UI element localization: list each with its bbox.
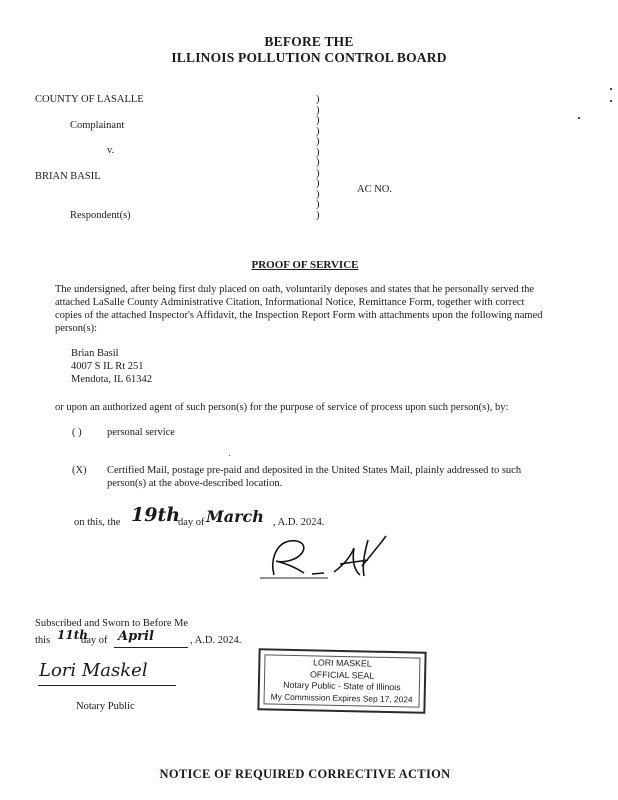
date-suffix: , A.D. 2024. <box>273 517 325 528</box>
scan-speck <box>610 88 612 90</box>
versus: v. <box>107 145 115 156</box>
caption-parentheses: ) ) ) ) ) ) ) ) ) ) ) ) <box>316 94 320 221</box>
seal-official: OFFICIAL SEAL <box>309 668 375 681</box>
board-header-line2: ILLINOIS POLLUTION CONTROL BOARD <box>171 50 447 65</box>
address-city: Mendota, IL 61342 <box>71 374 152 385</box>
subscribed-sworn-line: Subscribed and Sworn to Before Me <box>35 618 189 629</box>
address-street: 4007 S IL Rt 251 <box>71 361 144 372</box>
proof-paragraph-line1: The undersigned, after being first duly placed on oath, voluntarily deposes and states that he personally served the <box>55 284 535 295</box>
notary-public-label: Notary Public <box>76 701 135 712</box>
scan-speck <box>610 100 612 102</box>
seal-expiry: My Commission Expires Sep 17, 2024 <box>270 691 413 704</box>
proof-paragraph-line3: copies of the attached Inspector's Affidavit, the Inspection Report Form with attachments upon the following named <box>55 310 543 321</box>
server-signature <box>250 526 400 586</box>
certified-mail-label-line1: Certified Mail, postage pre-paid and deposited in the United States Mail, plainly addressed to such <box>107 465 522 476</box>
notary-seal-stamp <box>257 648 426 714</box>
date-dayof: day of <box>178 517 205 528</box>
date-prefix: on this, the <box>74 517 121 528</box>
date-day-handwritten: 19th <box>131 504 181 526</box>
notary-signature-line <box>38 685 176 686</box>
complainant-role: Complainant <box>70 120 125 131</box>
notary-signature: Lori Maskel <box>39 660 148 681</box>
proof-paragraph-line2: attached LaSalle County Administrative Citation, Informational Notice, Remittance Form, together with correct <box>55 297 525 308</box>
notary-day-of: day of <box>81 635 108 646</box>
respondent-name: BRIAN BASIL <box>35 171 101 182</box>
address-name: Brian Basil <box>71 348 119 359</box>
certified-mail-label-line2: person(s) at the above-described location. <box>107 478 283 489</box>
authorized-agent-line: or upon an authorized agent of such person(s) for the purpose of service of process upon such person(s), by: <box>55 402 509 413</box>
notary-day-handwritten: 11th <box>57 628 88 642</box>
ac-number-label: AC NO. <box>357 184 393 195</box>
certified-mail-checkbox: (X) <box>72 465 87 476</box>
proof-of-service-title: PROOF OF SERVICE <box>251 259 359 271</box>
scan-speck <box>229 455 230 456</box>
scan-speck <box>578 117 580 119</box>
notary-month-handwritten: April <box>118 629 154 644</box>
next-section-title: NOTICE OF REQUIRED CORRECTIVE ACTION <box>159 767 451 781</box>
complainant-name: COUNTY OF LASALLE <box>35 94 144 105</box>
personal-service-label: personal service <box>107 427 175 438</box>
notary-year-suffix: , A.D. 2024. <box>190 635 242 646</box>
seal-state: Notary Public - State of Illinois <box>283 679 401 693</box>
notary-this-prefix: this <box>35 635 51 646</box>
seal-name: LORI MASKEL <box>312 657 372 669</box>
notary-month-underline <box>114 647 188 648</box>
personal-service-checkbox: ( ) <box>72 427 82 438</box>
board-header-line1: BEFORE THE <box>264 34 354 49</box>
respondent-role: Respondent(s) <box>70 210 131 221</box>
date-month-handwritten: March <box>206 507 264 526</box>
proof-paragraph-line4: person(s): <box>55 323 97 334</box>
